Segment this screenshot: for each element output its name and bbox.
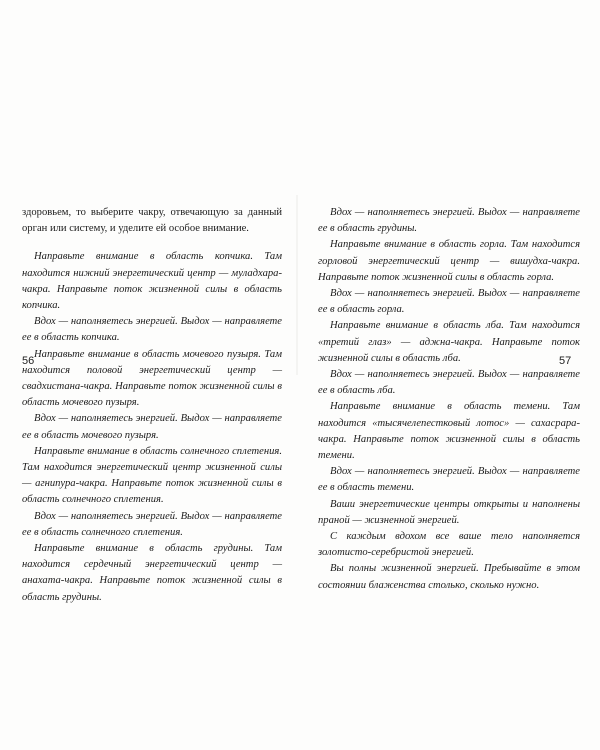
- page-number-left: 56: [22, 355, 35, 367]
- paragraph: Вы полны жизненной энергией. Пребывайте в этом состоянии блаженства столько, сколько нужно.: [318, 563, 580, 591]
- paragraph: здоровьем, то выберите чакру, отвечающую за данный орган или систему, и уделите ей особое внимание.: [22, 207, 282, 235]
- paragraph: Вдох — наполняетесь энергией. Выдох — направляете ее в область темени.: [318, 466, 580, 494]
- paragraph: С каждым вдохом все ваше тело наполняется золотисто-серебристой энергией.: [318, 531, 580, 559]
- paragraph: Вдох — наполняетесь энергией. Выдох — направляете ее в область солнечного сплетения.: [22, 510, 282, 538]
- paragraph: Направьте внимание в область солнечного сплетения. Там находится энергетический центр жизненной силы — агнипура-чакра. Направьте поток жизненной силы в область солнечного сплетения.: [22, 445, 282, 506]
- page-number-right: 57: [559, 355, 572, 367]
- paragraph: Направьте внимание в область темени. Там находится «тысячелепестковый лотос» — сахасрара-чакра. Направьте поток жизненной силы в область темени.: [318, 401, 580, 462]
- paragraph: Вдох — наполняетесь энергией. Выдох — направляете ее в область горла.: [318, 288, 580, 316]
- left-page-text: [22, 205, 282, 606]
- right-page-text: [318, 205, 580, 594]
- paragraph: Направьте внимание в область грудины. Там находится сердечный энергетический центр — анахата-чакра. Направьте поток жизненной силы в область грудины.: [22, 543, 282, 603]
- paragraph: Вдох — наполняетесь энергией. Выдох — направляете ее в область копчика.: [22, 316, 282, 344]
- paragraph: Вдох — наполняетесь энергией. Выдох — направляете ее в область лба.: [318, 369, 580, 397]
- paragraph: Вдох — наполняетесь энергией. Выдох — направляете ее в область мочевого пузыря.: [22, 413, 282, 441]
- paragraph: Вдох — наполняетесь энергией. Выдох — направляете ее в область грудины.: [318, 207, 580, 235]
- paragraph: Ваши энергетические центры открыты и наполнены праной — жизненной энергией.: [318, 498, 580, 526]
- paragraph: Направьте внимание в область копчика. Там находится нижний энергетический центр — муладхара-чакра. Направьте поток жизненной силы в область копчика.: [22, 251, 282, 312]
- paragraph: Направьте внимание в область горла. Там находится горловой энергетический центр — вишудха-чакра. Направьте поток жизненной силы в область горла.: [318, 239, 580, 283]
- page-gutter: [296, 195, 298, 375]
- paragraph: Направьте внимание в область мочевого пузыря. Там находится половой энергетический центр — свадхистана-чакра. Направьте поток жизненной силы в область мочевого пузыря.: [22, 348, 282, 409]
- paragraph: Направьте внимание в область лба. Там находится «третий глаз» — аджна-чакра. Направьте поток жизненной силы в область лба.: [318, 320, 580, 364]
